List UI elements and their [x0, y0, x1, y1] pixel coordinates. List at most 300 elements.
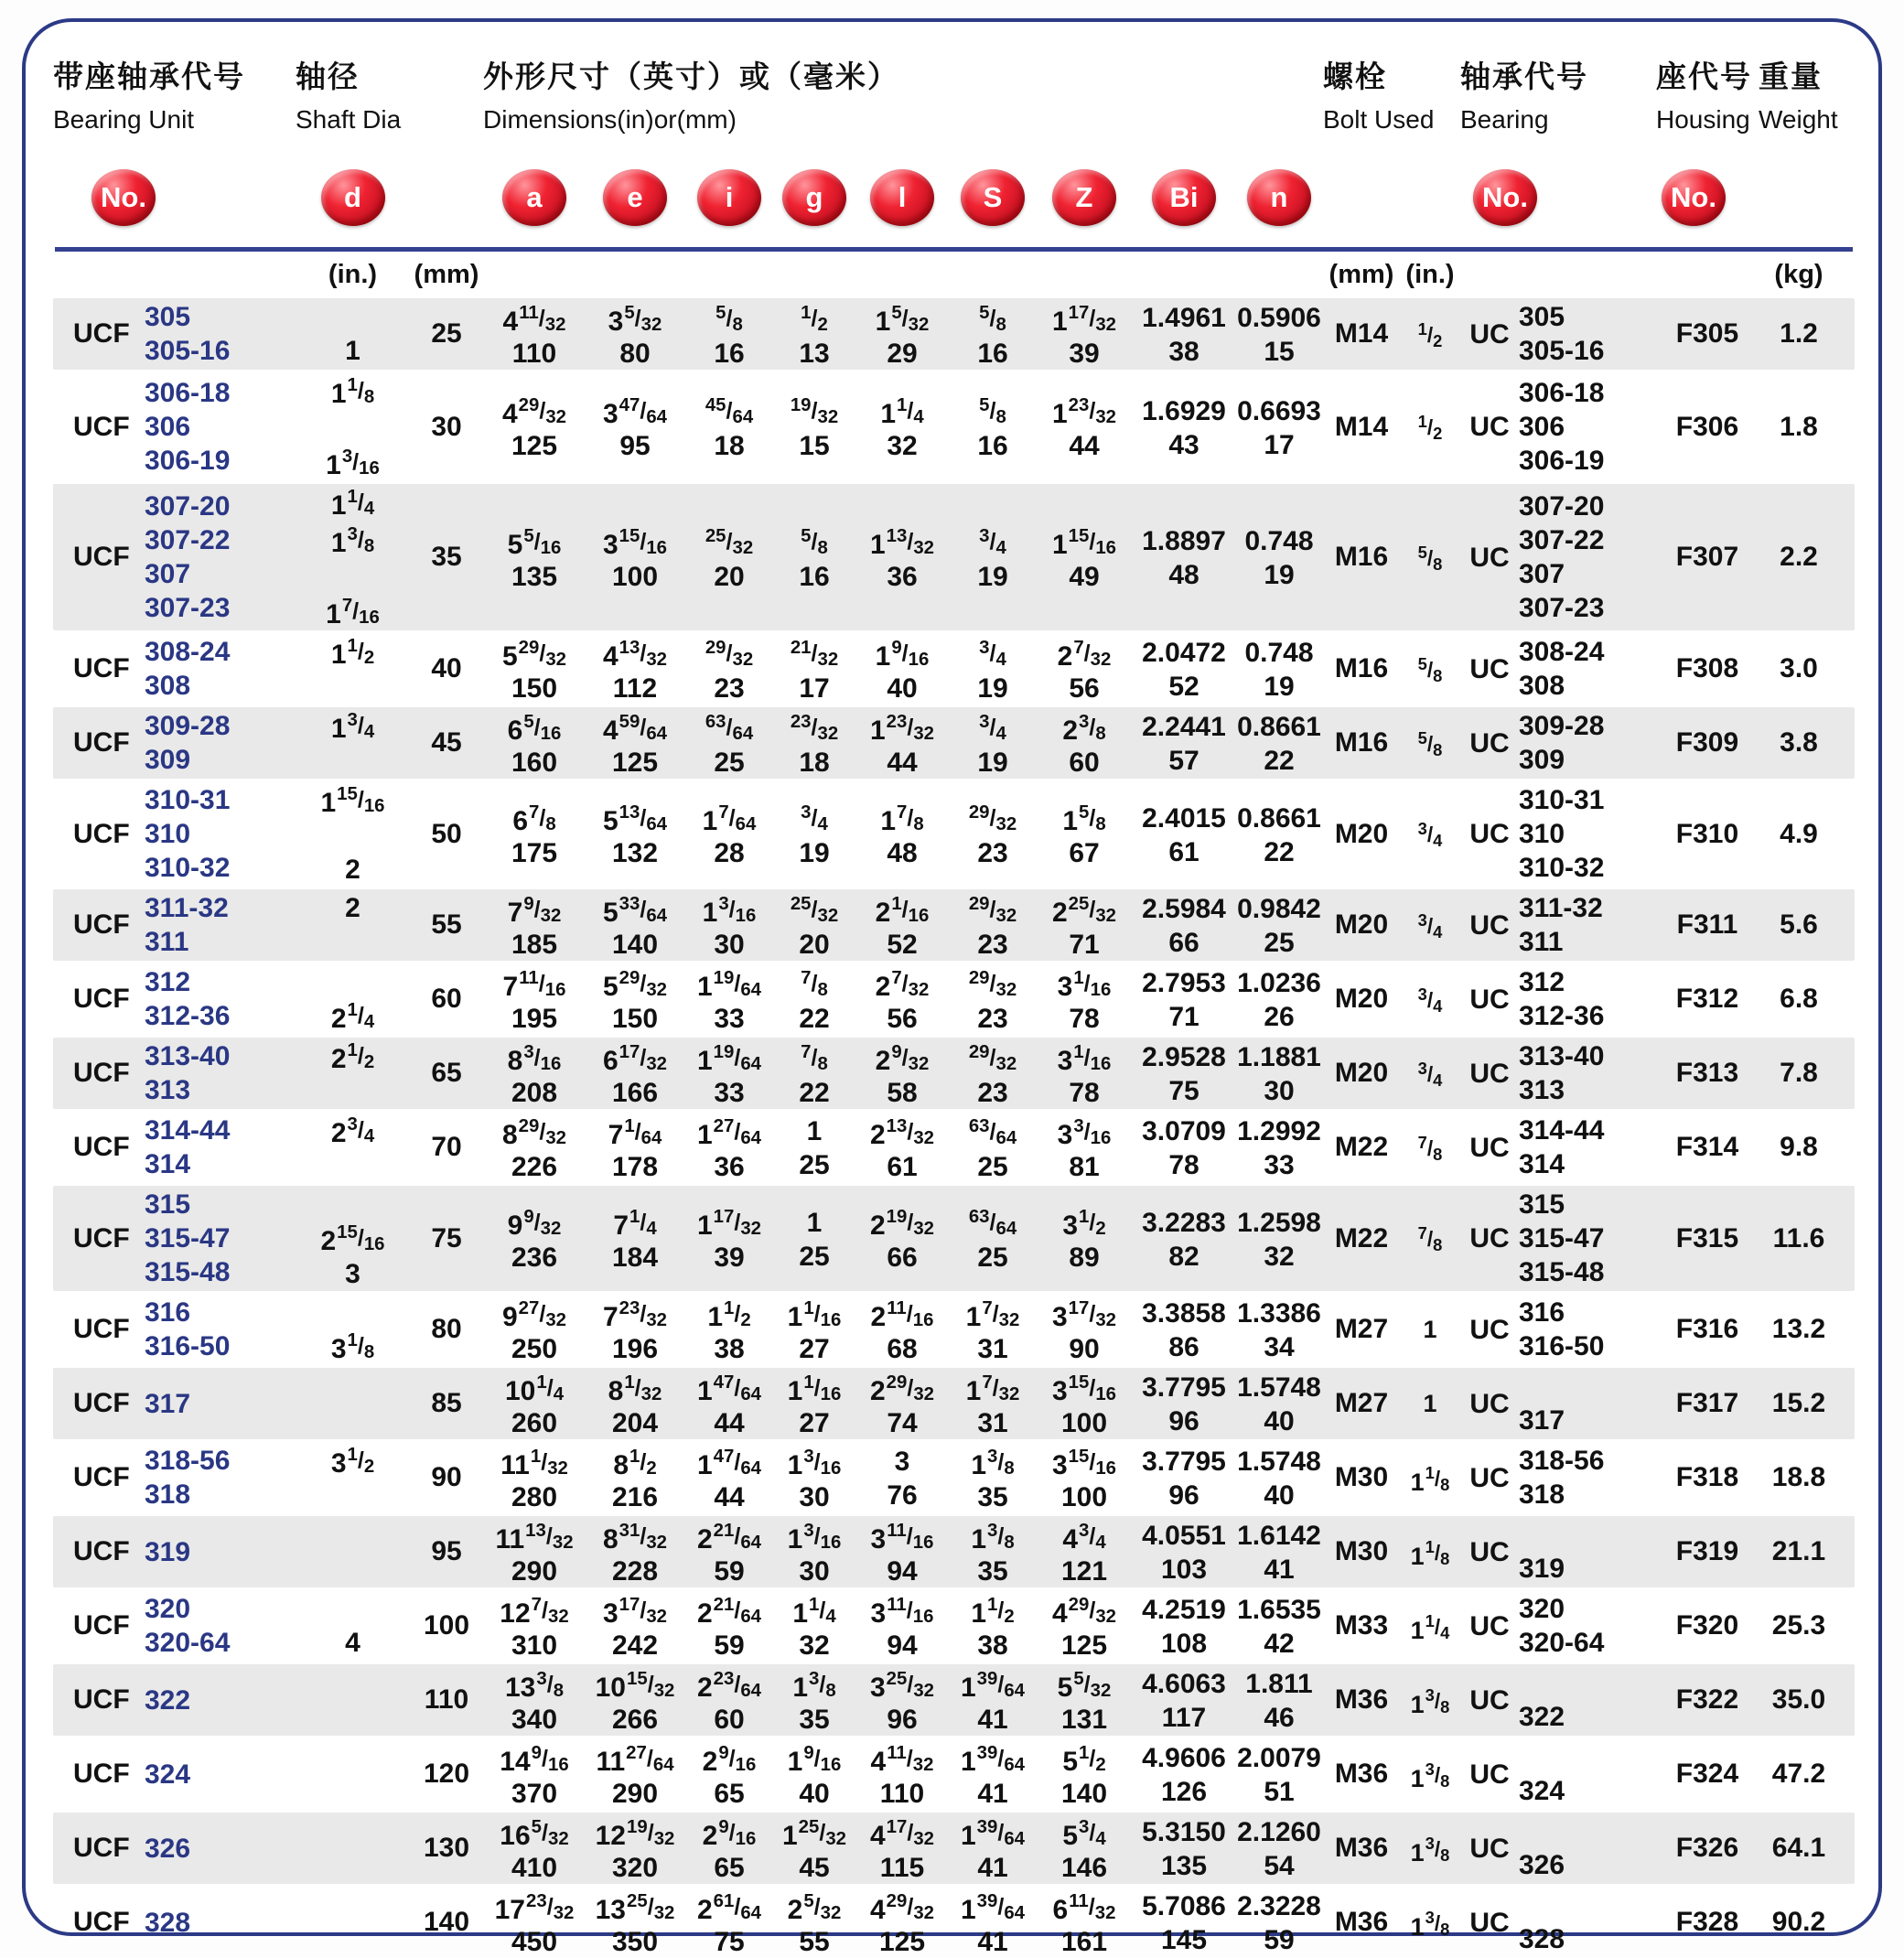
housing-no-cell: F328: [1675, 1907, 1739, 1937]
shaft-dia-in-cell: 1: [345, 336, 360, 366]
bearing-prefix-cell: UC: [1469, 727, 1510, 758]
dim-bi-cell: 1.6929 43: [1142, 395, 1226, 460]
weight-cell: 6.8: [1780, 984, 1818, 1014]
dim-s-cell: 139/64 41: [960, 1742, 1026, 1809]
bearing-prefix-cell: UC: [1469, 1907, 1510, 1938]
shaft-dia-in-cell: [296, 1906, 410, 1940]
bolt-in-cell: 13/8: [1410, 1759, 1450, 1792]
bearing-numbers-cell: 324: [1519, 1776, 1565, 1806]
weight-cell: 90.2: [1771, 1907, 1826, 1937]
bearing-prefix-cell: UC: [1469, 984, 1510, 1015]
unit-prefix: UCF: [73, 1058, 130, 1088]
dim-g-cell: 25/32 55: [787, 1890, 842, 1957]
dim-e-cell: 71/4 184: [611, 1207, 659, 1273]
dim-l-cell: 311/16 94: [870, 1520, 934, 1587]
bolt-mm-cell: M36: [1334, 1833, 1389, 1863]
dim-n-cell: 1.3386 34: [1237, 1298, 1321, 1362]
header-housing-zh: 座代号: [1656, 59, 1752, 93]
dim-i-cell: 5/8 16: [714, 302, 745, 369]
dim-n-cell: 0.8661 22: [1237, 712, 1321, 776]
shaft-dia-in-cell: 11/2: [330, 636, 375, 670]
dim-i-cell: 221/64 59: [696, 1594, 762, 1661]
dim-bi-cell: 3.0709 78: [1142, 1116, 1226, 1180]
header-weight-en: Weight: [1759, 105, 1838, 134]
bolt-in-cell: 13/8: [1410, 1833, 1450, 1867]
dim-s-cell: 63/64 25: [968, 1115, 1017, 1182]
bearing-numbers-cell: 328: [1519, 1924, 1565, 1954]
housing-no-cell: F315: [1675, 1222, 1739, 1253]
dim-z-cell: 317/32 90: [1051, 1297, 1117, 1364]
dim-z-cell: 33/16 81: [1057, 1115, 1112, 1182]
unit-numbers: 308-24 308: [145, 637, 231, 701]
shaft-dia-in-cell: 31/2: [330, 1445, 375, 1479]
dim-e-cell: 1325/32 350: [595, 1890, 675, 1957]
housing-no-cell: F318: [1675, 1462, 1739, 1492]
dim-e-cell: 529/32 150: [602, 967, 668, 1034]
bearing-numbers-cell: 310-31 310 310-32: [1519, 785, 1605, 883]
dim-e-cell: 315/16 100: [602, 525, 668, 592]
dim-z-cell: 53/4 146: [1060, 1816, 1108, 1883]
dim-i-cell: 13/16 30: [702, 893, 757, 960]
table-row-ucf316: [53, 1294, 1855, 1365]
shaft-dia-mm-cell: 60: [431, 984, 462, 1014]
dim-a-cell: 1113/32 290: [495, 1520, 574, 1587]
dim-z-cell: 115/16 49: [1051, 525, 1117, 592]
header-bearing-zh: 轴承代号: [1460, 59, 1588, 93]
dim-l-cell: 3 76: [887, 1447, 918, 1511]
header-shaft-dia-zh: 轴径: [296, 59, 360, 93]
dim-n-cell: 0.8661 22: [1237, 802, 1321, 867]
table-row-ucf322: [53, 1664, 1855, 1736]
weight-cell: 25.3: [1771, 1610, 1826, 1641]
dim-a-cell: 127/32 310: [500, 1594, 569, 1661]
dim-l-cell: 411/32 110: [870, 1742, 934, 1809]
dim-bi-cell: 4.2519 108: [1142, 1595, 1226, 1659]
bearing-numbers-cell: 316 316-50: [1519, 1297, 1605, 1361]
bearing-prefix-cell: UC: [1469, 1462, 1510, 1493]
bearing-prefix-cell: UC: [1469, 318, 1510, 350]
header-bearing-unit: [53, 53, 296, 134]
dim-z-cell: 31/16 78: [1057, 1041, 1112, 1108]
housing-no-cell: F311: [1676, 909, 1738, 940]
housing-no-cell: F309: [1675, 727, 1739, 758]
badge-unit-no: No.: [91, 169, 156, 226]
bearing-numbers-cell: 320 320-64: [1519, 1594, 1605, 1658]
dim-g-cell: 1 25: [799, 1116, 830, 1180]
dim-a-cell: 529/32 150: [501, 637, 567, 704]
dim-s-cell: 29/32 23: [968, 893, 1017, 960]
dim-z-cell: 27/32 56: [1057, 637, 1112, 704]
badge-i: i: [697, 169, 761, 226]
dim-e-cell: 81/32 204: [608, 1372, 662, 1438]
bearing-numbers-cell: 319: [1519, 1554, 1565, 1584]
dim-a-cell: 133/8 340: [504, 1668, 565, 1735]
bearing-prefix-cell: UC: [1469, 653, 1510, 684]
bearing-prefix-cell: UC: [1469, 1314, 1510, 1345]
unit-prefix: UCF: [73, 909, 130, 940]
dim-s-cell: 13/8 35: [971, 1446, 1015, 1512]
dim-n-cell: 1.2992 33: [1237, 1116, 1321, 1180]
housing-no-cell: F316: [1675, 1314, 1739, 1344]
bearing-prefix-cell: UC: [1469, 1610, 1510, 1641]
housing-no-cell: F326: [1675, 1833, 1739, 1863]
header-bearing-en: Bearing: [1460, 105, 1549, 134]
dim-l-cell: 417/32 115: [869, 1816, 935, 1883]
weight-cell: 1.2: [1780, 318, 1818, 349]
dim-i-cell: 223/64 60: [696, 1668, 762, 1735]
weight-cell: 21.1: [1771, 1536, 1826, 1566]
weight-cell: 47.2: [1771, 1759, 1826, 1789]
table-row-ucf310: [53, 781, 1855, 887]
shaft-dia-mm-cell: 50: [431, 818, 462, 849]
dim-l-cell: 21/16 52: [875, 893, 930, 960]
bearing-prefix-cell: UC: [1469, 1759, 1510, 1790]
dim-bi-cell: 2.7953 71: [1142, 968, 1226, 1032]
dim-bi-cell: 3.7795 96: [1142, 1372, 1226, 1436]
dim-i-cell: 45/64 18: [705, 395, 754, 461]
housing-no-cell: F310: [1675, 818, 1739, 849]
header-dimensions-zh: 外形尺寸（英寸）或（毫米）: [483, 59, 899, 93]
shaft-dia-in-cell: 13/4: [330, 710, 375, 744]
unit-prefix: UCF: [73, 984, 130, 1014]
dim-i-cell: 147/64 44: [696, 1446, 762, 1512]
dim-bi-cell: 1.4961 38: [1142, 303, 1226, 367]
bolt-mm-cell: M36: [1334, 1684, 1389, 1715]
dim-a-cell: 55/16 135: [507, 525, 562, 592]
bearing-numbers-cell: 311-32 311: [1519, 893, 1603, 957]
bearing-numbers-cell: 312 312-36: [1519, 967, 1605, 1031]
badge-housing-no: No.: [1662, 169, 1726, 226]
table-row-ucf328: [53, 1887, 1855, 1958]
dim-l-cell: 11/4 32: [880, 395, 924, 461]
unit-numbers: 305 305-16: [145, 302, 231, 366]
bolt-mm-cell: M16: [1334, 653, 1389, 683]
table-row-ucf309: [53, 707, 1855, 779]
bolt-mm-cell: M36: [1334, 1907, 1389, 1937]
dim-e-cell: 513/64 132: [602, 802, 668, 868]
bearing-prefix-cell: UC: [1469, 1058, 1510, 1089]
unit-prefix: UCF: [73, 727, 130, 758]
header-bearing-unit-zh: 带座轴承代号: [53, 59, 245, 93]
dim-l-cell: 17/8 48: [880, 802, 924, 868]
dim-s-cell: 3/4 19: [977, 525, 1008, 592]
bearing-prefix-cell: UC: [1469, 1388, 1510, 1419]
bolt-mm-cell: M22: [1334, 1222, 1389, 1253]
unit-numbers: 311-32 311: [145, 893, 229, 957]
dim-g-cell: 25/32 20: [790, 893, 839, 960]
dim-g-cell: 1/2 13: [799, 302, 830, 369]
shaft-dia-in-cell: [296, 1758, 410, 1791]
dim-s-cell: 17/32 31: [965, 1372, 1020, 1438]
weight-cell: 35.0: [1771, 1684, 1826, 1715]
unit-bolt-mm: (mm): [1328, 259, 1394, 289]
dim-e-cell: 413/32 112: [602, 637, 668, 704]
dim-bi-cell: 5.7086 145: [1142, 1891, 1226, 1955]
dim-e-cell: 347/64 95: [602, 395, 668, 461]
header-weight-zh: 重量: [1759, 59, 1823, 93]
dim-n-cell: 1.0236 26: [1237, 968, 1321, 1032]
housing-no-cell: F324: [1675, 1759, 1739, 1789]
shaft-dia-mm-cell: 140: [423, 1907, 470, 1937]
dim-g-cell: 23/32 18: [790, 711, 839, 778]
dim-a-cell: 65/16 160: [507, 711, 562, 778]
shaft-dia-mm-cell: 100: [423, 1610, 470, 1641]
unit-bolt-in: (in.): [1405, 259, 1455, 289]
housing-no-cell: F308: [1675, 653, 1739, 683]
dim-a-cell: 429/32 125: [501, 395, 567, 461]
dim-e-cell: 35/32 80: [608, 302, 662, 369]
dim-bi-cell: 3.7795 96: [1142, 1447, 1226, 1511]
dim-i-cell: 25/32 20: [705, 525, 754, 592]
badge-l: l: [870, 169, 934, 226]
table-row-ucf326: [53, 1813, 1855, 1884]
header-titles-row: [53, 53, 1855, 152]
dim-a-cell: 1723/32 450: [494, 1890, 575, 1957]
unit-prefix: UCF: [73, 1388, 130, 1418]
table-row-ucf311: [53, 889, 1855, 961]
dim-z-cell: 429/32 125: [1051, 1594, 1117, 1661]
catalog-page-frame: [22, 18, 1882, 1957]
table-row-ucf313: [53, 1038, 1855, 1109]
housing-no-cell: F317: [1675, 1388, 1739, 1418]
badge-e: e: [603, 169, 667, 226]
dim-bi-cell: 2.2441 57: [1142, 712, 1226, 776]
badge-d: d: [321, 169, 385, 226]
unit-prefix: UCF: [73, 411, 130, 442]
dim-s-cell: 5/8 16: [977, 395, 1008, 461]
dim-n-cell: 2.0079 51: [1237, 1743, 1321, 1807]
dim-n-cell: 0.748 19: [1244, 638, 1314, 702]
dim-bi-cell: 3.3858 86: [1142, 1298, 1226, 1362]
header-bolt-used-en: Bolt Used: [1323, 105, 1435, 134]
dim-n-cell: 0.6693 17: [1237, 395, 1321, 460]
dim-z-cell: 51/2 140: [1060, 1742, 1108, 1809]
bolt-mm-cell: M20: [1334, 909, 1389, 940]
housing-no-cell: F306: [1675, 411, 1739, 442]
dim-i-cell: 127/64 36: [696, 1115, 762, 1182]
dim-g-cell: 3/4 19: [799, 802, 830, 868]
bearing-prefix-cell: UC: [1469, 542, 1510, 573]
unit-numbers: 315 315-47 315-48: [145, 1189, 231, 1287]
dim-s-cell: 29/32 23: [968, 1041, 1017, 1108]
unit-numbers: 320 320-64: [145, 1594, 231, 1658]
dim-bi-cell: 2.9528 75: [1142, 1042, 1226, 1106]
shaft-dia-in-cell: 23/4: [330, 1114, 375, 1148]
header-housing: [1656, 53, 1759, 134]
bolt-mm-cell: M22: [1334, 1132, 1389, 1162]
unit-numbers: 314-44 314: [145, 1115, 231, 1179]
bearing-numbers-cell: 306-18 306 306-19: [1519, 378, 1605, 476]
header-bolt-used: [1323, 53, 1460, 134]
dim-g-cell: 11/4 32: [792, 1594, 836, 1661]
dim-z-cell: 43/4 121: [1060, 1520, 1108, 1587]
dim-l-cell: 211/16 68: [870, 1297, 934, 1364]
dim-n-cell: 0.9842 25: [1237, 894, 1321, 958]
housing-no-cell: F314: [1675, 1132, 1739, 1162]
housing-no-cell: F319: [1675, 1536, 1739, 1566]
bearing-prefix-cell: UC: [1469, 1132, 1510, 1163]
bolt-in-cell: 1: [1423, 1315, 1437, 1343]
shaft-dia-in-cell: 31/8: [330, 1330, 375, 1364]
unit-prefix: UCF: [73, 1536, 130, 1566]
dim-z-cell: 117/32 39: [1051, 302, 1117, 369]
dim-i-cell: 29/32 23: [705, 637, 754, 704]
unit-prefix: UCF: [73, 1833, 130, 1863]
dim-a-cell: 101/4 260: [504, 1372, 565, 1438]
dim-e-cell: 1219/32 320: [595, 1816, 675, 1883]
weight-cell: 3.0: [1780, 653, 1818, 683]
unit-weight-kg: (kg): [1774, 259, 1823, 289]
unit-prefix: UCF: [73, 1314, 130, 1344]
weight-cell: 2.2: [1780, 542, 1818, 572]
shaft-dia-mm-cell: 85: [431, 1388, 462, 1418]
dim-l-cell: 19/16 40: [875, 637, 930, 704]
unit-numbers: 324: [145, 1759, 191, 1790]
dim-g-cell: 19/16 40: [787, 1742, 842, 1809]
dim-g-cell: 13/16 30: [787, 1520, 842, 1587]
dim-n-cell: 1.811 46: [1245, 1669, 1313, 1733]
badge-bi: Bi: [1152, 169, 1216, 226]
bearing-numbers-cell: 322: [1519, 1702, 1565, 1732]
unit-prefix: UCF: [73, 318, 130, 349]
bearing-numbers-cell: 313-40 313: [1519, 1041, 1605, 1105]
weight-cell: 3.8: [1780, 727, 1818, 758]
bearing-prefix-cell: UC: [1469, 819, 1510, 849]
badge-z: Z: [1052, 169, 1116, 226]
dim-e-cell: 533/64 140: [602, 893, 668, 960]
dim-g-cell: 125/32 45: [781, 1816, 847, 1883]
housing-no-cell: F313: [1675, 1058, 1739, 1088]
dim-l-cell: 113/32 36: [869, 525, 935, 592]
bolt-in-cell: 13/8: [1410, 1684, 1450, 1718]
dim-n-cell: 1.5748 40: [1237, 1447, 1321, 1511]
bearing-numbers-cell: 305 305-16: [1519, 302, 1605, 366]
bolt-in-cell: 1/2: [1417, 412, 1443, 443]
housing-no-cell: F305: [1675, 318, 1739, 349]
unit-numbers: 306-18 306 306-19: [145, 378, 231, 476]
dim-e-cell: 71/64 178: [608, 1115, 662, 1182]
shaft-dia-mm-cell: 130: [423, 1833, 470, 1863]
dim-g-cell: 7/8 22: [799, 967, 830, 1034]
header-dimensions-en: Dimensions(in)or(mm): [483, 105, 737, 134]
bearing-numbers-cell: 318-56 318: [1519, 1446, 1605, 1510]
badge-g: g: [782, 169, 846, 226]
dim-a-cell: 111/32 280: [500, 1446, 568, 1512]
dim-e-cell: 723/32 196: [602, 1297, 668, 1364]
dim-z-cell: 15/8 67: [1062, 802, 1106, 868]
dim-a-cell: 99/32 236: [507, 1207, 562, 1273]
shaft-dia-mm-cell: 75: [431, 1222, 462, 1253]
dim-e-cell: 831/32 228: [602, 1520, 668, 1587]
unit-numbers: 313-40 313: [145, 1041, 231, 1105]
bolt-mm-cell: M27: [1334, 1314, 1389, 1344]
badge-s: S: [961, 169, 1025, 226]
unit-numbers: 318-56 318: [145, 1446, 231, 1510]
dim-a-cell: 927/32 250: [501, 1297, 567, 1364]
dim-s-cell: 63/64 25: [968, 1207, 1017, 1273]
dim-i-cell: 29/16 65: [702, 1816, 757, 1883]
dim-i-cell: 119/64 33: [696, 1041, 762, 1108]
shaft-dia-in-cell: 4: [345, 1628, 360, 1658]
unit-numbers: 312 312-36: [145, 967, 231, 1031]
dim-e-cell: 1015/32 266: [595, 1668, 675, 1735]
unit-numbers: 310-31 310 310-32: [145, 785, 231, 883]
dim-g-cell: 5/8 16: [799, 525, 830, 592]
dim-l-cell: 229/32 74: [869, 1372, 935, 1438]
dim-n-cell: 1.6535 42: [1237, 1595, 1321, 1659]
bearing-prefix-cell: UC: [1469, 909, 1510, 941]
dim-a-cell: 83/16 208: [507, 1041, 562, 1108]
dim-i-cell: 11/2 38: [707, 1297, 751, 1364]
header-bolt-used-zh: 螺栓: [1323, 59, 1387, 93]
shaft-dia-mm-cell: 110: [424, 1684, 469, 1715]
bolt-in-cell: 11/8: [1410, 1462, 1450, 1496]
unit-prefix: UCF: [73, 1684, 130, 1715]
unit-numbers: 326: [145, 1833, 191, 1864]
dim-n-cell: 2.3228 59: [1237, 1891, 1321, 1955]
dim-e-cell: 317/32 242: [602, 1594, 668, 1661]
unit-prefix: UCF: [73, 542, 130, 572]
weight-cell: 5.6: [1780, 909, 1818, 940]
table-row-ucf312: [53, 963, 1855, 1035]
shaft-dia-mm-cell: 80: [431, 1314, 462, 1344]
shaft-dia-mm-cell: 30: [431, 411, 462, 442]
bearing-numbers-cell: 317: [1519, 1405, 1565, 1436]
table-row-ucf315: [53, 1186, 1855, 1291]
dim-l-cell: 27/32 56: [875, 967, 930, 1034]
housing-no-cell: F320: [1675, 1610, 1739, 1641]
dim-l-cell: 311/16 94: [870, 1594, 934, 1661]
header-weight: [1759, 53, 1839, 134]
dim-l-cell: 213/32 61: [869, 1115, 935, 1182]
bolt-in-cell: 3/4: [1417, 819, 1443, 850]
dim-a-cell: 79/32 185: [507, 893, 562, 960]
shaft-dia-mm-cell: 90: [431, 1462, 462, 1492]
dim-z-cell: 225/32 71: [1051, 893, 1117, 960]
dim-z-cell: 55/32 131: [1057, 1668, 1112, 1735]
unit-prefix: UCF: [73, 1759, 130, 1789]
dim-s-cell: 3/4 19: [977, 637, 1008, 704]
shaft-dia-in-cell: [296, 1684, 410, 1717]
shaft-dia-mm-cell: 25: [431, 318, 462, 349]
unit-prefix: UCF: [73, 1132, 130, 1162]
unit-shaft-in: (in.): [328, 259, 378, 289]
dim-n-cell: 1.2598 32: [1237, 1207, 1321, 1272]
dim-s-cell: 13/8 35: [971, 1520, 1015, 1587]
dim-z-cell: 31/2 89: [1062, 1207, 1106, 1273]
dim-a-cell: 149/16 370: [500, 1742, 569, 1809]
bolt-in-cell: 7/8: [1417, 1132, 1443, 1164]
dim-g-cell: 1 25: [799, 1207, 830, 1272]
dim-a-cell: 711/16 195: [502, 967, 566, 1034]
bolt-mm-cell: M16: [1334, 727, 1389, 758]
unit-prefix: UCF: [73, 1462, 130, 1492]
dim-e-cell: 1127/64 290: [596, 1742, 674, 1809]
header-bearing-unit-en: Bearing Unit: [53, 105, 195, 134]
unit-numbers: 322: [145, 1684, 191, 1716]
bolt-mm-cell: M20: [1334, 1058, 1389, 1088]
dim-i-cell: 63/64 25: [705, 711, 754, 778]
dim-bi-cell: 5.3150 135: [1142, 1817, 1226, 1881]
dim-s-cell: 29/32 23: [968, 802, 1017, 868]
table-row-ucf318: [53, 1442, 1855, 1513]
weight-cell: 64.1: [1771, 1833, 1826, 1863]
dim-bi-cell: 4.0551 103: [1142, 1521, 1226, 1585]
dim-s-cell: 139/64 41: [960, 1816, 1026, 1883]
unit-shaft-mm: (mm): [414, 259, 479, 289]
header-shaft-dia-en: Shaft Dia: [296, 105, 402, 134]
shaft-dia-in-cell: 2: [345, 893, 360, 923]
